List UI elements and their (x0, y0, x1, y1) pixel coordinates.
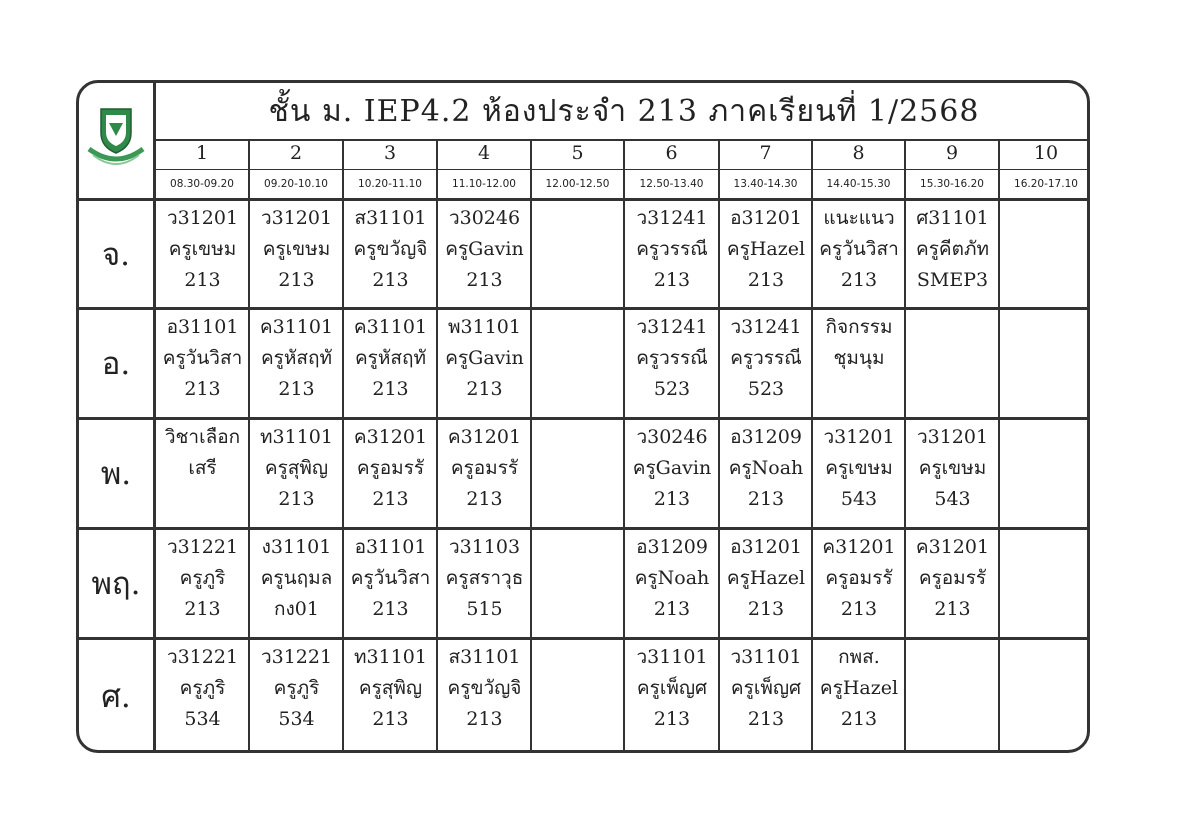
teacher-name: ครูหัสฤทั (354, 347, 427, 369)
subject-code: ว31241 (730, 316, 802, 338)
room-number (814, 374, 904, 405)
schedule-cell (345, 532, 436, 636)
schedule-cell (345, 312, 436, 416)
room-number: 213 (372, 598, 409, 620)
room-number: 213 (747, 269, 785, 291)
room-number: 213 (747, 488, 785, 510)
day-label: อ. (101, 346, 131, 382)
teacher-name: ครูHazel (819, 677, 899, 699)
day-label: พ. (100, 456, 132, 492)
subject-code: อ31201 (730, 536, 802, 558)
teacher-name (533, 453, 623, 484)
room-number: 213 (466, 488, 503, 510)
school-emblem-icon (85, 103, 147, 177)
schedule-cell (721, 312, 811, 416)
schedule-cell (1001, 422, 1090, 526)
room-number: 213 (372, 378, 409, 400)
room-number (533, 374, 623, 405)
schedule-cell (533, 422, 623, 526)
subject-code: ค31201 (822, 536, 896, 558)
period-time: 11.10-12.00 (452, 178, 516, 190)
schedule-cell (251, 642, 342, 751)
schedule-cell (439, 422, 530, 526)
teacher-name (1001, 673, 1090, 704)
subject-code: ค31101 (259, 316, 334, 338)
schedule-cell (345, 422, 436, 526)
teacher-name: ครูGavin (632, 457, 712, 479)
grid-line (79, 527, 1090, 530)
subject-code (533, 642, 623, 673)
teacher-name: ครูขวัญจิ (447, 677, 522, 699)
room-number: 213 (278, 488, 315, 510)
room-number: 213 (934, 598, 971, 620)
schedule-cell (439, 312, 530, 416)
subject-code: ศ31101 (916, 207, 989, 229)
subject-code: ว31103 (448, 536, 521, 558)
schedule-cell (157, 422, 248, 526)
grid-line (342, 139, 344, 753)
subject-code: ว31241 (636, 207, 708, 229)
period-number: 10 (1033, 142, 1059, 164)
teacher-name: ครูเขษม (825, 457, 893, 479)
schedule-cell (626, 203, 718, 306)
room-number (907, 704, 998, 735)
subject-code (533, 203, 623, 234)
room-number (533, 265, 623, 296)
teacher-name: ครูภูริ (179, 677, 226, 699)
subject-code: พ31101 (448, 316, 521, 338)
schedule-cell (907, 312, 998, 416)
subject-code (533, 312, 623, 343)
schedule-cell (907, 422, 998, 526)
room-number (1001, 265, 1090, 296)
period-time: 12.50-13.40 (639, 178, 704, 190)
schedule-cell (439, 532, 530, 636)
teacher-name: เสรี (188, 457, 217, 479)
schedule-cell (1001, 642, 1090, 751)
period-time: 13.40-14.30 (733, 178, 798, 190)
grid-line (79, 417, 1090, 420)
teacher-name: ครูเขษม (262, 238, 331, 260)
room-number: 213 (372, 708, 409, 730)
period-number: 3 (383, 142, 397, 164)
subject-code: วิชาเลือก (164, 426, 241, 448)
teacher-name: ครูGavin (445, 238, 524, 260)
period-time: 10.20-11.10 (358, 178, 422, 190)
schedule-cell (157, 532, 248, 636)
room-number: 213 (372, 269, 409, 291)
schedule-cell (157, 203, 248, 306)
teacher-name: ครูวรรณี (636, 347, 708, 369)
teacher-name (1001, 343, 1090, 374)
room-number: 213 (840, 269, 878, 291)
teacher-name (533, 234, 623, 265)
room-number (907, 374, 998, 405)
subject-code: ว31201 (916, 426, 989, 448)
room-number: 543 (934, 488, 971, 510)
schedule-cell (1001, 312, 1090, 416)
teacher-name: ครูวันวิสา (350, 567, 431, 589)
schedule-cell (626, 642, 718, 751)
subject-code: ว30246 (636, 426, 708, 448)
room-number: SMEP3 (916, 269, 989, 291)
subject-code: อ31101 (166, 316, 239, 338)
schedule-cell (251, 422, 342, 526)
room-number: 213 (184, 598, 221, 620)
subject-code: ว31241 (636, 316, 708, 338)
room-number: กง01 (274, 598, 319, 620)
schedule-cell (251, 203, 342, 306)
schedule-cell (533, 203, 623, 306)
teacher-name: ครูวรรณี (730, 347, 802, 369)
grid-line (79, 637, 1090, 640)
subject-code: ว31201 (823, 426, 895, 448)
teacher-name: ครูขวัญจิ (353, 238, 428, 260)
room-number: 213 (653, 708, 691, 730)
teacher-name: ครูหัสฤทั (260, 347, 333, 369)
subject-code: ว31101 (730, 646, 802, 668)
schedule-cell (814, 203, 904, 306)
schedule-cell (721, 532, 811, 636)
period-time: 16.20-17.10 (1014, 178, 1078, 190)
schedule-cell (814, 532, 904, 636)
teacher-name: ครูคีตภัท (915, 238, 989, 260)
teacher-name: ครูสุพิญ (358, 677, 423, 699)
subject-code: ท31101 (260, 426, 333, 448)
grid-line (436, 139, 438, 753)
room-number: 213 (278, 378, 315, 400)
schedule-cell (907, 642, 998, 751)
period-number: 7 (759, 142, 772, 164)
schedule-cell (157, 642, 248, 751)
subject-code (1001, 532, 1090, 563)
room-number (1001, 374, 1090, 405)
subject-code: อ31101 (354, 536, 427, 558)
subject-code (1001, 312, 1090, 343)
subject-code: แนะแนว (823, 207, 895, 229)
subject-code: ว31201 (166, 207, 239, 229)
room-number: 213 (840, 598, 878, 620)
period-number: 2 (289, 142, 303, 164)
subject-code (1001, 203, 1090, 234)
subject-code (1001, 422, 1090, 453)
grid-line (530, 139, 532, 753)
teacher-name: ครูอมรรั (825, 567, 893, 589)
grid-line (248, 139, 250, 753)
teacher-name: ครูวรรณี (636, 238, 708, 260)
schedule-cell (1001, 532, 1090, 636)
subject-code: อ31209 (636, 536, 708, 558)
schedule-cell (157, 312, 248, 416)
subject-code: กพส. (838, 646, 880, 668)
subject-code: ค31201 (447, 426, 522, 448)
subject-code: อ31201 (730, 207, 802, 229)
room-number (1001, 594, 1090, 625)
room-number: 213 (184, 378, 221, 400)
teacher-name: ครูGavin (445, 347, 524, 369)
period-time: 15.30-16.20 (920, 178, 984, 190)
subject-code: ว31221 (166, 536, 239, 558)
schedule-cell (907, 203, 998, 306)
schedule-cell (907, 532, 998, 636)
room-number: 523 (653, 378, 691, 400)
room-number: 213 (184, 269, 221, 291)
room-number: 213 (653, 488, 691, 510)
day-label: จ. (101, 236, 131, 273)
room-number: 213 (747, 598, 785, 620)
subject-code: ว31221 (260, 646, 333, 668)
schedule-cell (721, 203, 811, 306)
schedule-cell (626, 422, 718, 526)
teacher-name (533, 343, 623, 374)
period-time: 08.30-09.20 (170, 178, 234, 190)
schedule-cell (533, 642, 623, 751)
grid-line (718, 139, 720, 753)
schedule-cell (533, 312, 623, 416)
subject-code: ว30246 (448, 207, 521, 229)
room-number (533, 594, 623, 625)
period-number: 8 (852, 142, 865, 164)
period-number: 9 (945, 142, 959, 164)
teacher-name: ครูภูริ (273, 677, 320, 699)
subject-code (1001, 642, 1090, 673)
period-number: 5 (571, 142, 584, 164)
teacher-name (533, 563, 623, 594)
room-number (157, 484, 248, 515)
room-number: 213 (466, 269, 503, 291)
teacher-name: ครูอมรรั (356, 457, 425, 479)
room-number (533, 484, 623, 515)
schedule-cell (814, 642, 904, 751)
teacher-name (533, 673, 623, 704)
schedule-cell (345, 642, 436, 751)
period-number: 6 (665, 142, 678, 164)
subject-code: ส31101 (354, 207, 427, 229)
schedule-cell (721, 642, 811, 751)
schedule-cell (814, 312, 904, 416)
teacher-name: ครูเขษม (168, 238, 237, 260)
room-number: 213 (840, 708, 878, 730)
teacher-name: ครูHazel (726, 238, 806, 260)
page-title: ชั้น ม. IEP4.2 ห้องประจำ 213 ภาคเรียนที่ 1/2568 (268, 93, 980, 129)
teacher-name (1001, 234, 1090, 265)
teacher-name: ครูNoah (634, 567, 710, 589)
subject-code: ส31101 (448, 646, 521, 668)
subject-code (533, 422, 623, 453)
teacher-name: ครูNoah (728, 457, 804, 479)
subject-code: ว31201 (260, 207, 333, 229)
teacher-name: ครูอมรรั (450, 457, 519, 479)
teacher-name: ครูภูริ (179, 567, 226, 589)
room-number: 534 (278, 708, 315, 730)
grid-line (904, 139, 906, 753)
room-number (533, 704, 623, 735)
day-label: พฤ. (91, 566, 141, 602)
schedule-cell (721, 422, 811, 526)
room-number: 213 (653, 269, 691, 291)
grid-line (998, 139, 1000, 753)
teacher-name: ครูสราวุธ (445, 567, 524, 589)
room-number: 534 (184, 708, 221, 730)
room-number: 213 (466, 378, 503, 400)
teacher-name: ครูนฤมล (260, 567, 333, 589)
room-number: 213 (372, 488, 409, 510)
subject-code: อ31209 (730, 426, 802, 448)
subject-code: กิจกรรม (825, 316, 893, 338)
teacher-name: ครูอมรรั (918, 567, 987, 589)
room-number: 213 (466, 708, 503, 730)
subject-code (907, 312, 998, 343)
schedule-cell (439, 203, 530, 306)
schedule-cell (626, 312, 718, 416)
period-number: 4 (477, 142, 491, 164)
schedule-cell (439, 642, 530, 751)
timetable (76, 80, 1090, 753)
subject-code: ง31101 (261, 536, 332, 558)
schedule-cell (251, 312, 342, 416)
teacher-name: ครูสุพิญ (264, 457, 329, 479)
teacher-name: ครูHazel (726, 567, 806, 589)
room-number: 213 (278, 269, 315, 291)
teacher-name: ครูวันวิสา (819, 238, 899, 260)
teacher-name (1001, 563, 1090, 594)
subject-code (907, 642, 998, 673)
teacher-name: ครูวันวิสา (162, 347, 243, 369)
schedule-cell (1001, 203, 1090, 306)
period-time: 12.00-12.50 (545, 178, 610, 190)
teacher-name: ครูเพ็ญศ (636, 677, 708, 699)
schedule-cell (345, 203, 436, 306)
subject-code: ท31101 (354, 646, 427, 668)
subject-code: ค31101 (353, 316, 428, 338)
schedule-cell (814, 422, 904, 526)
teacher-name: ครูเขษม (918, 457, 987, 479)
room-number: 543 (840, 488, 878, 510)
teacher-name: ครูเพ็ญศ (730, 677, 802, 699)
grid-line (79, 307, 1090, 310)
room-number (1001, 484, 1090, 515)
subject-code (533, 532, 623, 563)
teacher-name (907, 343, 998, 374)
room-number: 213 (747, 708, 785, 730)
room-number: 523 (747, 378, 785, 400)
subject-code: ค31201 (353, 426, 428, 448)
grid-line (623, 139, 625, 753)
schedule-cell (626, 532, 718, 636)
period-time: 14.40-15.30 (826, 178, 891, 190)
grid-line (811, 139, 813, 753)
teacher-name (907, 673, 998, 704)
period-number: 1 (195, 142, 209, 164)
day-label: ศ. (101, 678, 131, 715)
room-number: 515 (466, 598, 503, 620)
schedule-cell (533, 532, 623, 636)
room-number: 213 (653, 598, 691, 620)
subject-code: ว31221 (166, 646, 239, 668)
subject-code: ว31101 (636, 646, 708, 668)
subject-code: ค31201 (915, 536, 990, 558)
teacher-name: ชุมนุม (833, 347, 885, 369)
schedule-cell (251, 532, 342, 636)
room-number (1001, 704, 1090, 735)
teacher-name (1001, 453, 1090, 484)
period-time: 09.20-10.10 (264, 178, 328, 190)
